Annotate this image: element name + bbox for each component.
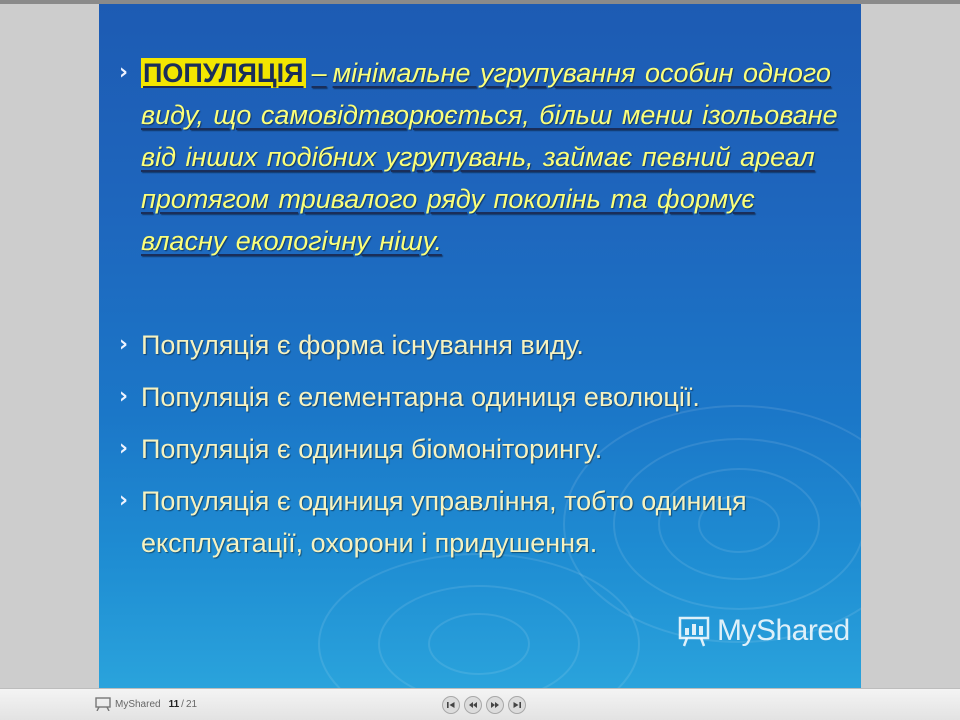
chevron-right-icon: › bbox=[119, 60, 129, 85]
chevron-right-icon: › bbox=[119, 488, 129, 513]
slide bbox=[99, 4, 861, 688]
definition-text-block bbox=[141, 52, 841, 262]
bullet-item bbox=[119, 376, 841, 418]
chevron-right-icon: › bbox=[119, 332, 129, 357]
first-slide-button[interactable] bbox=[442, 696, 460, 714]
fast-forward-icon bbox=[490, 700, 500, 710]
next-slide-button[interactable] bbox=[486, 696, 504, 714]
bullet-item bbox=[119, 428, 841, 470]
presentation-chart-icon bbox=[677, 614, 711, 648]
viewer-toolbar bbox=[0, 688, 960, 720]
presentation-board-icon bbox=[95, 697, 111, 711]
bullet-item bbox=[119, 324, 841, 366]
slide-navigation bbox=[442, 696, 530, 714]
bullet-text: Популяція є одиниця біомоніторингу. bbox=[141, 434, 603, 464]
first-slide-icon bbox=[446, 700, 456, 710]
bullet-text: Популяція є елементарна одиниця еволюції. bbox=[141, 382, 700, 412]
rewind-icon bbox=[468, 700, 478, 710]
definition-term: ПОПУЛЯЦІЯ bbox=[143, 58, 304, 88]
page-total: 21 bbox=[185, 698, 198, 710]
footer-brand: MyShared bbox=[115, 698, 161, 710]
definition-text: мінімальне угрупування особин одного виду, що самовідтворюється, більш менш ізольоване від інших подібних угрупувань, займає певний ареал протягом тривалого ряду поколінь та формує власну екологічну нішу. bbox=[141, 58, 838, 256]
bullet-text: Популяція є форма існування виду. bbox=[141, 330, 584, 360]
chevron-right-icon: › bbox=[119, 384, 129, 409]
bullet-item bbox=[119, 480, 841, 564]
footer-info bbox=[95, 697, 197, 711]
page-current: 11 bbox=[168, 698, 180, 710]
last-slide-icon bbox=[512, 700, 522, 710]
definition-bullet bbox=[119, 52, 841, 262]
watermark bbox=[677, 614, 850, 648]
bullet-text: Популяція є одиниця управління, тобто одиниця експлуатації, охорони і придушення. bbox=[141, 486, 747, 558]
chevron-right-icon: › bbox=[119, 436, 129, 461]
page-separator: / bbox=[181, 698, 184, 710]
watermark-text: MyShared bbox=[717, 614, 850, 647]
definition-dash: – bbox=[311, 58, 327, 88]
previous-slide-button[interactable] bbox=[464, 696, 482, 714]
last-slide-button[interactable] bbox=[508, 696, 526, 714]
